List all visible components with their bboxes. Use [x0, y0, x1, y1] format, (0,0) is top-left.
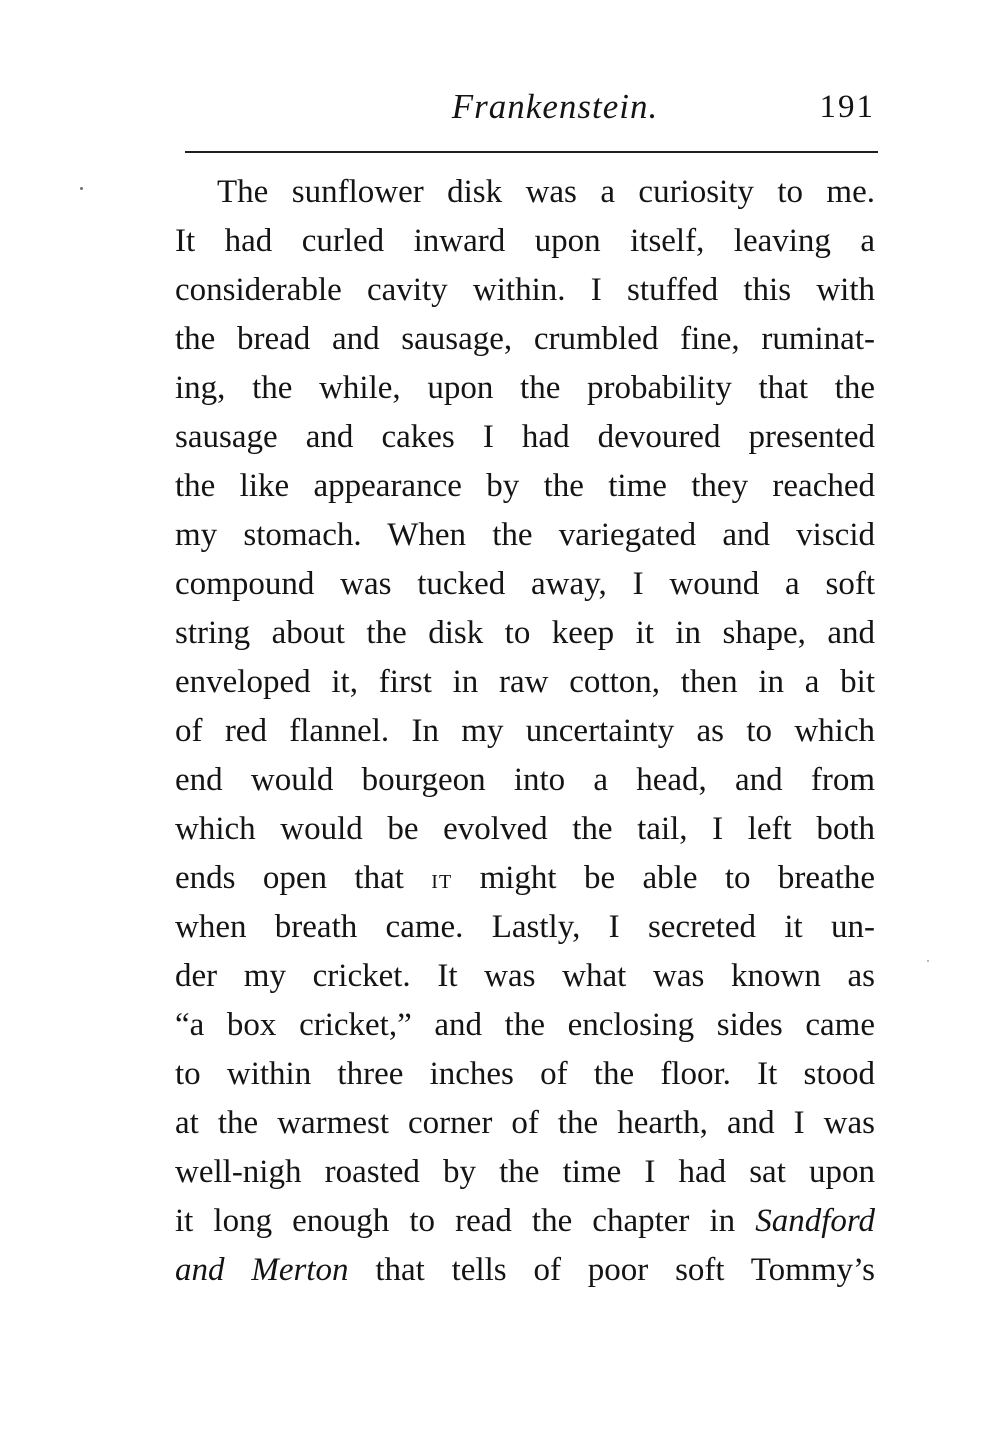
text-line-12: of red flannel. In my uncertainty as to which: [175, 713, 875, 749]
text-line-21: well-nigh roasted by the time I had sat upon: [175, 1154, 875, 1190]
text-line-2: It had curled inward upon itself, leaving a: [175, 223, 875, 259]
text-line-11: enveloped it, first in raw cotton, then in a bit: [175, 664, 875, 700]
text-line-15: [175, 854, 875, 903]
page-header: [175, 82, 875, 132]
text-line-23-after: that tells of poor soft Tommy’s: [375, 1252, 875, 1288]
text-line-3: considerable cavity within. I stuffed this with: [175, 272, 875, 308]
text-line-23: [175, 1246, 875, 1295]
text-line-22-before: it long enough to read the chapter in: [175, 1203, 736, 1239]
book-title-part-1: Sandford: [755, 1203, 875, 1239]
text-line-17: der my cricket. It was what was known as: [175, 958, 875, 994]
running-title: Frankenstein.: [451, 87, 659, 126]
text-line-10: string about the disk to keep it in shape, and: [175, 615, 875, 651]
text-line-9: compound was tucked away, I wound a soft: [175, 566, 875, 602]
text-line-22: [175, 1197, 875, 1246]
text-line-13: end would bourgeon into a head, and from: [175, 762, 875, 798]
text-line-5: ing, the while, upon the probability that the: [175, 370, 875, 406]
text-line-14: which would be evolved the tail, I left both: [175, 811, 875, 847]
text-line-18: “a box cricket,” and the enclosing sides came: [175, 1007, 875, 1043]
text-line-16: when breath came. Lastly, I secreted it un-: [175, 909, 875, 945]
header-rule: [185, 151, 878, 153]
book-title-part-2: and Merton: [175, 1252, 349, 1288]
page-number: 191: [819, 89, 875, 125]
text-line-7: the like appearance by the time they reached: [175, 468, 875, 504]
text-line-15-before: ends open that: [175, 860, 404, 896]
text-line-15-after: might be able to breathe: [479, 860, 875, 896]
text-line-20: at the warmest corner of the hearth, and I was: [175, 1105, 875, 1141]
text-line-19: to within three inches of the floor. It stood: [175, 1056, 875, 1092]
left-margin-speck: [80, 187, 83, 190]
small-caps-it: it: [431, 864, 453, 895]
text-line-1: The sunflower disk was a curiosity to me.: [217, 174, 875, 210]
text-line-4: the bread and sausage, crumbled fine, ruminat-: [175, 321, 875, 357]
text-line-8: my stomach. When the variegated and viscid: [175, 517, 875, 553]
right-margin-speck: [927, 960, 929, 962]
text-line-6: sausage and cakes I had devoured presented: [175, 419, 875, 455]
body-text: [175, 168, 875, 1295]
